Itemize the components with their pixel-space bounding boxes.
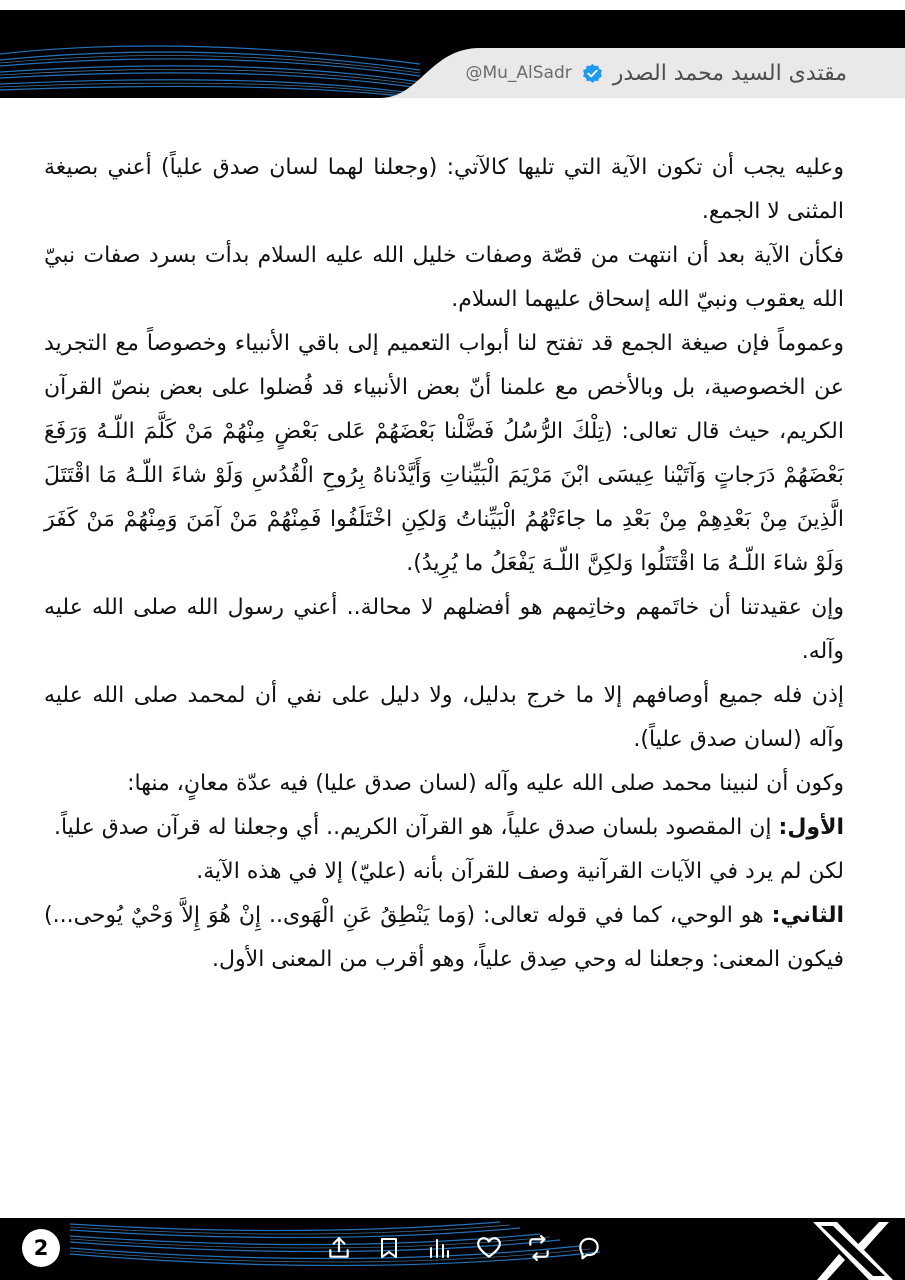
retweet-button[interactable] (525, 1234, 553, 1262)
paragraph (44, 850, 844, 894)
verified-badge-icon (582, 63, 603, 84)
account-handle[interactable]: @Mu_AlSadr (465, 63, 572, 83)
paragraph (44, 146, 844, 234)
post-actions (325, 1234, 603, 1262)
post-body (44, 146, 844, 982)
paragraph-text: إذن فله جميع أوصافهم إلا ما خرج بدليل، ولا دليل على نفي أن لمحمد صلى الله عليه وآله (لسان صدق علياً). (44, 683, 844, 752)
paragraph (44, 586, 844, 674)
paragraph (44, 894, 844, 982)
reply-icon (576, 1235, 602, 1261)
paragraph-text: وعموماً فإن صيغة الجمع قد تفتح لنا أبواب التعميم إلى باقي الأنبياء وخصوصاً مع التجريد عن الخصوصية، بل وبالأخص مع علمنا أنّ بعض الأنبياء قد فُضلوا على بعض بنصّ القرآن الكريم، حيث قال تعالى: (تِلْكَ الرُّسُلُ فَضَّلْنا بَعْضَهُمْ عَلى بَعْضٍ مِنْهُمْ مَنْ كَلَّمَ اللّـهُ وَرَفَعَ بَعْضَهُمْ دَرَجاتٍ وَآتَيْنا عِيسَى ابْنَ مَرْيَمَ الْبَيِّناتِ وَأَيَّدْناهُ بِرُوحِ الْقُدُسِ وَلَوْ شاءَ اللّـهُ مَا اقْتَتَلَ الَّذِينَ مِنْ بَعْدِهِمْ مِنْ بَعْدِ ما جاءَتْهُمُ الْبَيِّناتُ وَلكِنِ اخْتَلَفُوا فَمِنْهُمْ مَنْ آمَنَ وَمِنْهُمْ مَنْ كَفَرَ وَلَوْ شاءَ اللّـهُ مَا اقْتَتَلُوا وَلكِنَّ اللّـهَ يَفْعَلُ ما يُرِيدُ). (44, 331, 844, 576)
paragraph-text: لكن لم يرد في الآيات القرآنية وصف للقرآن بأنه (عليّ) إلا في هذه الآية. (196, 859, 844, 884)
share-icon (326, 1235, 352, 1261)
paragraph (44, 762, 844, 806)
share-button[interactable] (325, 1234, 353, 1262)
x-logo-icon (809, 1222, 897, 1280)
paragraph (44, 674, 844, 762)
point-label: الثاني: (771, 903, 844, 928)
paragraph-text: إن المقصود بلسان صدق علياً، هو القرآن الكريم.. أي وجعلنا له قرآن صدق علياً. (53, 815, 779, 840)
paragraph (44, 806, 844, 850)
bookmark-button[interactable] (375, 1234, 403, 1262)
views-button[interactable] (425, 1234, 453, 1262)
account-bar (380, 48, 905, 98)
reply-button[interactable] (575, 1234, 603, 1262)
paragraph-text: فكأن الآية بعد أن انتهت من قصّة وصفات خليل الله عليه السلام بدأت بسرد صفات نبيّ الله يعقوب ونبيّ الله إسحاق عليهما السلام. (44, 243, 844, 312)
page-header (0, 0, 905, 98)
views-icon (427, 1235, 451, 1261)
point-label: الأول: (778, 815, 844, 840)
like-icon (476, 1235, 502, 1261)
page-footer (0, 1218, 905, 1280)
paragraph (44, 322, 844, 586)
paragraph-text: وكون أن لنبينا محمد صلى الله عليه وآله (لسان صدق عليا) فيه عدّة معانٍ، منها: (127, 771, 844, 796)
paragraph-text: وإن عقيدتنا أن خاتَمهم وخاتِمهم هو أفضلهم لا محالة.. أعني رسول الله صلى الله عليه وآله. (44, 595, 844, 664)
paragraph-text: وعليه يجب أن تكون الآية التي تليها كالآتي: (وجعلنا لهما لسان صدق علياً) أعني بصيغة المثنى لا الجمع. (44, 155, 844, 224)
like-button[interactable] (475, 1234, 503, 1262)
paragraph-text: هو الوحي، كما في قوله تعالى: (وَما يَنْطِقُ عَنِ الْهَوى.. إِنْ هُوَ إِلاَّ وَحْيٌ يُوحى...) فيكون المعنى: وجعلنا له وحي صِدق علياً، وهو أقرب من المعنى الأول. (44, 903, 844, 972)
bookmark-icon (377, 1235, 401, 1261)
page-number: 2 (22, 1229, 60, 1267)
retweet-icon (525, 1235, 553, 1261)
account-name[interactable]: مقتدى السيد محمد الصدر (612, 60, 847, 86)
paragraph (44, 234, 844, 322)
